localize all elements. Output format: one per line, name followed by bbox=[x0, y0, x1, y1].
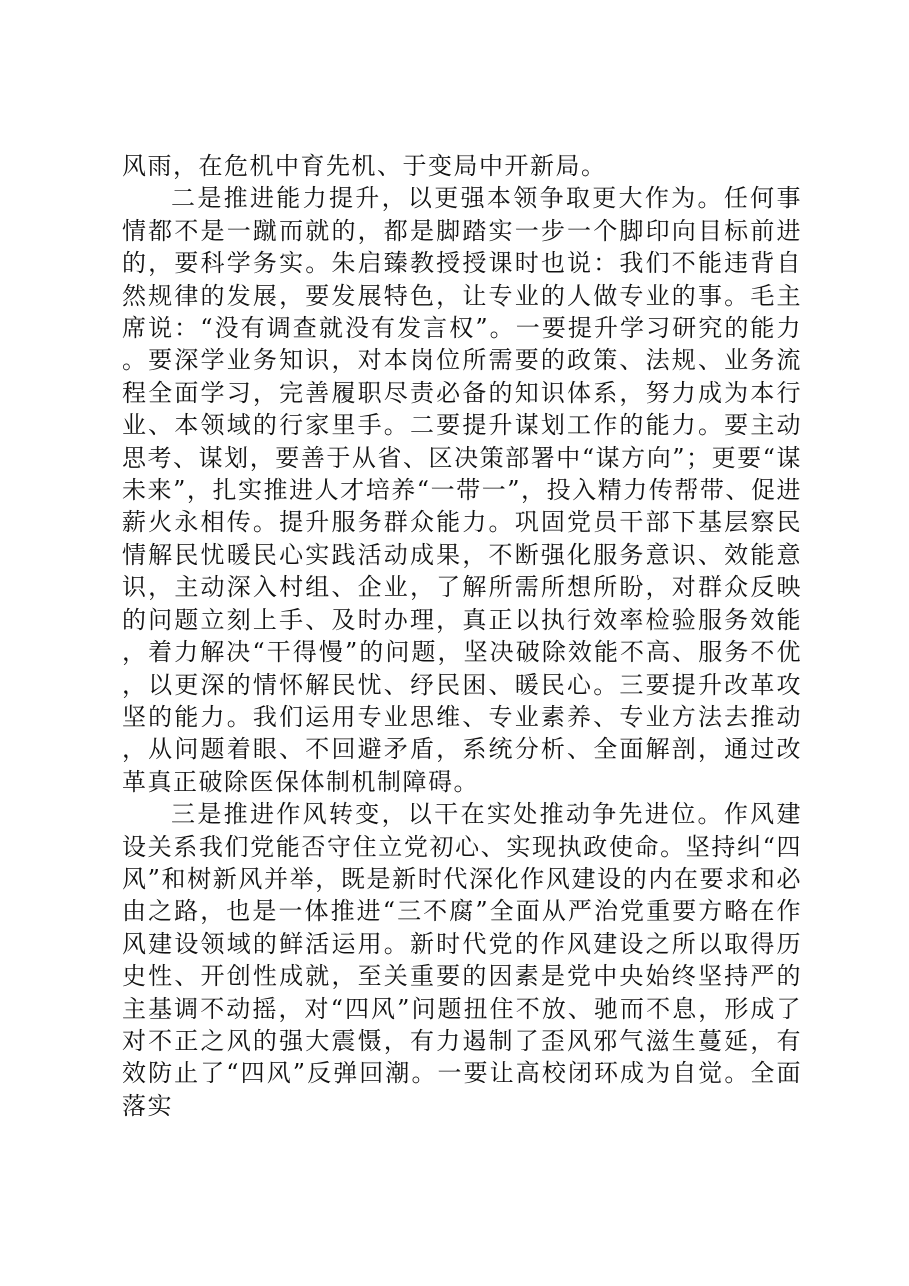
document-body bbox=[122, 150, 802, 1122]
paragraph-capability-improvement: 二是推进能力提升，以更强本领争取更大作为。任何事情都不是一蹴而就的，都是脚踏实一步一个脚印向目标前进的，要科学务实。朱启臻教授授课时也说：我们不能违背自然规律的发展，要发展特色，让专业的人做专业的事。毛主席说：“没有调查就没有发言权”。一要提升学习研究的能力。要深学业务知识，对本岗位所需要的政策、法规、业务流程全面学习，完善履职尽责必备的知识体系，努力成为本行业、本领域的行家里手。二要提升谋划工作的能力。要主动思考、谋划，要善于从省、区决策部署中“谋方向”；更要“谋未来”，扎实推进人才培养“一带一”，投入精力传帮带、促进薪火永相传。提升服务群众能力。巩固党员干部下基层察民情解民忧暖民心实践活动成果，不断强化服务意识、效能意识，主动深入村组、企业，了解所需所想所盼，对群众反映的问题立刻上手、及时办理，真正以执行效率检验服务效能，着力解决“干得慢”的问题，坚决破除效能不高、服务不优，以更深的情怀解民忧、纾民困、暖民心。三要提升改革攻坚的能力。我们运用专业思维、专业素养、专业方法去推动，从问题着眼、不回避矛盾，系统分析、全面解剖，通过改革真正破除医保体制机制障碍。 bbox=[122, 184, 802, 796]
paragraph-continuation: 风雨，在危机中育先机、于变局中开新局。 bbox=[122, 152, 607, 180]
paragraph-work-style-change: 三是推进作风转变，以干在实处推动争先进位。作风建设关系我们党能否守住立党初心、实现执政使命。坚持纠“四风”和树新风并举，既是新时代深化作风建设的内在要求和必由之路，也是一体推进“三不腐”全面从严治党重要方略在作风建设领域的鲜活运用。新时代党的作风建设之所以取得历史性、开创性成就，至关重要的因素是党中央始终坚持严的主基调不动摇，对“四风”问题扭住不放、驰而不息，形成了对不正之风的强大震慑，有力遏制了歪风邪气滋生蔓延，有效防止了“四风”反弹回潮。一要让高校闭环成为自觉。全面落实 bbox=[122, 800, 802, 1120]
